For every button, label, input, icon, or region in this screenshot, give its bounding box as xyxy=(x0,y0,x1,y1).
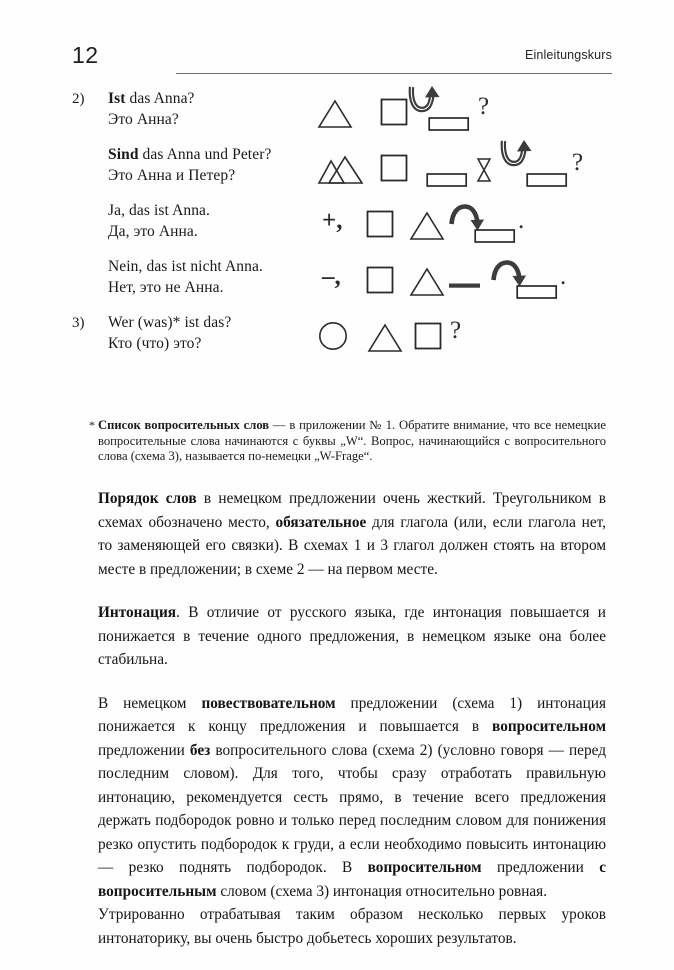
symbol-triangle xyxy=(368,322,402,352)
footnote xyxy=(89,418,606,465)
exercise-sentences xyxy=(108,256,318,298)
paragraph-conclusion: Утрированно отрабатывая таким образом несколько первых уроков интонаторику, вы очень быстро добьетесь хороших результатов. xyxy=(98,906,606,947)
emphasis: с вопросительным xyxy=(98,859,606,900)
symbol-triangle xyxy=(410,266,444,296)
sentence-ru: Нет, это не Анна. xyxy=(108,279,224,296)
emphasis: без xyxy=(189,741,211,759)
symbol-bar xyxy=(428,102,470,132)
page-header xyxy=(72,42,612,80)
header-rule xyxy=(176,73,612,74)
exercise-number xyxy=(72,256,108,257)
exercise-row xyxy=(72,144,617,200)
symbol-bar xyxy=(426,158,468,188)
sentence-ru: Да, это Анна. xyxy=(108,223,198,240)
scheme-diagram xyxy=(318,312,617,360)
exercise-sentences xyxy=(108,88,318,130)
symbol-period: . xyxy=(518,207,525,234)
footnote-lead: Список вопросительных слов xyxy=(98,418,270,432)
sentence-ru: Это Анна? xyxy=(108,111,179,128)
symbol-square xyxy=(380,153,408,183)
sentence-ru: Это Анна и Петер? xyxy=(108,167,236,184)
exercise-row xyxy=(72,200,617,256)
symbol-triangle xyxy=(410,210,444,240)
exercise-list xyxy=(72,88,617,368)
sentence-de: Nein, das ist nicht Anna. xyxy=(108,258,263,275)
emphasis: вопросительном xyxy=(367,859,482,876)
symbol-square xyxy=(380,97,408,127)
emphasis: вопросительном xyxy=(492,718,606,735)
paragraph-intonation-intro: Интонация. В отличие от русского языка, где интонация повышается и понижается в течение одного предложения, в немецком языке она более стабильна. xyxy=(98,604,606,668)
symbol-bar xyxy=(526,158,568,188)
sentence-keyword: Ist xyxy=(108,90,126,107)
exercise-sentences xyxy=(108,200,318,242)
symbol-question: ? xyxy=(478,93,490,120)
running-head: Einleitungskurs xyxy=(524,48,612,62)
paragraph-intonation-detail: В немецком повествовательном предложении (схема 1) интонация понижается к концу предложения и повышается в вопросительном предложении без вопросительного слова (схема 2) (условно говоря — перед последним словом). Для того, чтобы сразу отработать правильную интонацию, рекомендуется сесть прямо, в течение всего предложения держать подбородок ровно и только перед последним словом для понижения резко опустить подбородок к груди, а если необходимо повысить интонацию — резко поднять подбородок. В вопросительном предложении с вопросительным словом (схема 3) интонация относительно ровная. xyxy=(98,694,606,900)
sentence-ru: Кто (что) это? xyxy=(108,335,202,352)
scheme-diagram xyxy=(318,144,617,192)
emphasis: обязательное xyxy=(275,513,367,531)
exercise-number xyxy=(72,144,108,145)
symbol-minus-comma: –, xyxy=(322,263,341,290)
paragraph-word-order: Порядок слов в немецком предложении очень жесткий. Треугольником в схемах обозначено место, обязательное для глагола (или, если глагола нет, то заменяющей его связки). В схемах 1 и 3 глагол должен стоять на втором месте в предложении; в схеме 2 — на первом месте. xyxy=(98,490,606,578)
sentence-de: Wer (was)* ist das? xyxy=(108,314,232,331)
scheme-diagram xyxy=(318,256,617,304)
symbol-bowtie xyxy=(476,153,492,183)
symbol-square xyxy=(366,209,394,239)
symbol-dash xyxy=(448,266,482,296)
symbol-plus-comma: +, xyxy=(322,207,343,234)
exercise-number: 3) xyxy=(72,315,85,331)
footnote-marker: * xyxy=(89,418,95,432)
symbol-double-triangle xyxy=(318,154,364,184)
sentence-de: Ja, das ist Anna. xyxy=(108,202,211,219)
exercise-row xyxy=(72,88,617,144)
emphasis: Интонация xyxy=(98,604,177,621)
symbol-bar xyxy=(516,270,558,300)
footnote-body: — в приложении № 1. Обратите внимание, что все немецкие вопросительные слова начинаются с буквы „W“. Вопрос, начинающийся с вопросительного слова (схема 3), называется по-немецки „W-Frage“. xyxy=(98,418,606,464)
symbol-square xyxy=(366,265,394,295)
emphasis: Порядок слов xyxy=(98,490,197,507)
symbol-circle xyxy=(318,321,348,351)
symbol-question: ? xyxy=(572,149,584,176)
page-number: 12 xyxy=(72,42,99,68)
scheme-diagram xyxy=(318,88,617,136)
symbol-square xyxy=(414,321,442,351)
exercise-number xyxy=(72,200,108,201)
symbol-period: . xyxy=(560,263,567,290)
scheme-diagram xyxy=(318,200,617,248)
symbol-triangle xyxy=(318,98,352,128)
body-text xyxy=(98,487,606,970)
exercise-row xyxy=(72,312,617,368)
sentence-de: Sind das Anna und Peter? xyxy=(108,146,272,163)
symbol-bar xyxy=(474,214,516,244)
sentence-keyword: Sind xyxy=(108,146,139,163)
emphasis: повествовательном xyxy=(201,694,336,712)
exercise-sentences xyxy=(108,312,318,354)
symbol-question: ? xyxy=(450,317,462,344)
exercise-sentences xyxy=(108,144,318,186)
sentence-de: Ist das Anna? xyxy=(108,90,195,107)
exercise-row xyxy=(72,256,617,312)
exercise-number: 2) xyxy=(72,91,85,107)
